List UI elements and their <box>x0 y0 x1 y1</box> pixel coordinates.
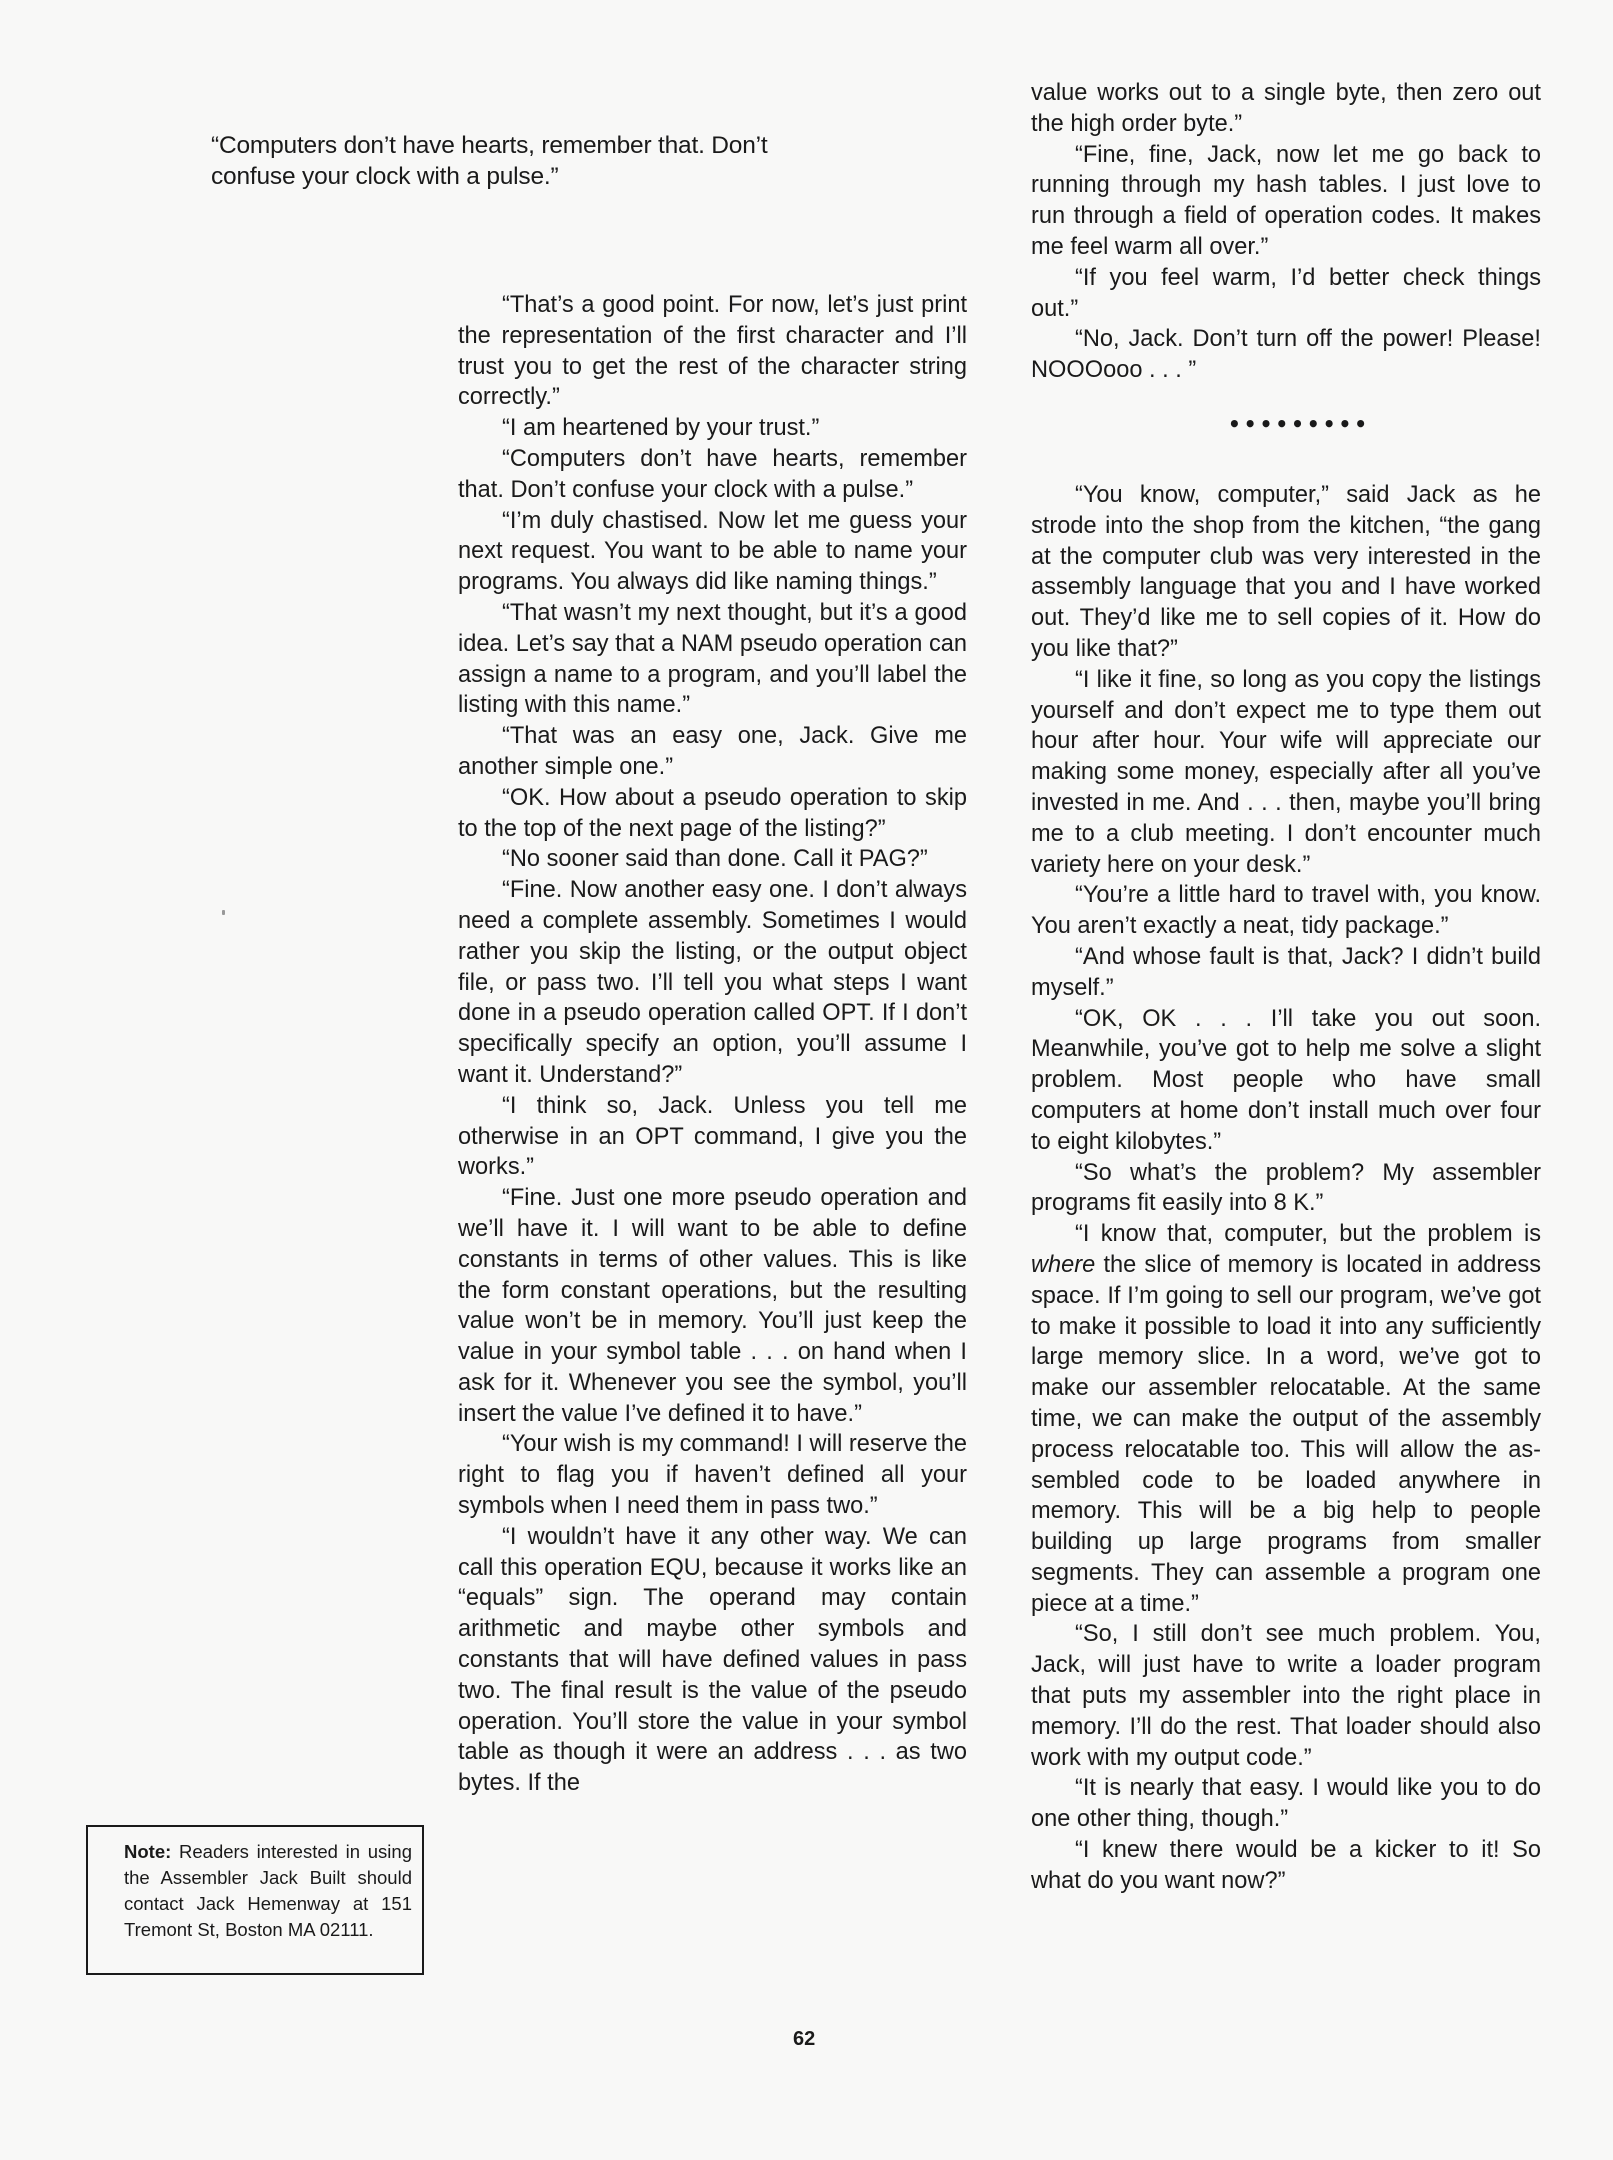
paragraph: “That’s a good point. For now, let’s just print the representation of the first character and I’ll trust you to get the rest of the character string correctly.” <box>458 292 967 411</box>
paragraph: “No, Jack. Don’t turn off the power! Please! NOOOooo . . . ” <box>1031 326 1541 384</box>
paragraph: “Fine, fine, Jack, now let me go back to running through my hash tables. I just love to run through a field of operation codes. It makes me feel warm all over.” <box>1031 141 1541 260</box>
page-number: 62 <box>793 2028 816 2050</box>
paragraph: “I like it fine, so long as you copy the listings yourself and don’t expect me to type them out hour after hour. Your wife will appreciate our making some money, especially after all you’ve invested in me. And . . . then, maybe you’ll bring me to a club meeting. I don’t encounter much variety here on your desk.” <box>1031 666 1541 878</box>
where-paragraph <box>1031 1219 1541 1619</box>
paragraph: “So, I still don’t see much problem. You, Jack, will just have to write a loader program that puts my assembler into the right place in memory. I’ll do the rest. That loader should also work with my output code.” <box>1031 1621 1541 1771</box>
emphasis-where: where <box>1031 1251 1096 1278</box>
note-text: Readers interested in using the Assembler Jack Built should contact Jack Hemenway at 151 Tremont St, Boston MA 02111. <box>124 1841 412 1940</box>
paragraph: “I think so, Jack. Unless you tell me otherwise in an OPT command, I give you the works.” <box>458 1092 967 1181</box>
paragraph: “I am heartened by your trust.” <box>502 415 820 442</box>
continuation-paragraph: value works out to a single byte, then zero out the high order byte.” <box>1031 80 1541 137</box>
text-run: “I know that, computer, but the problem is <box>1075 1221 1541 1248</box>
paragraph: “If you feel warm, I’d better check things out.” <box>1031 264 1541 322</box>
paragraph: “I knew there would be a kicker to it! So what do you want now?” <box>1031 1837 1541 1894</box>
right-column-bottom <box>1031 480 1541 1897</box>
paragraph: “Fine. Just one more pseudo operation and we’ll have it. I will want to be able to define constants in terms of other values. This is like the form constant operations, but the resulting value won’t be in memory. You’ll just keep the value in your symbol table . . . on hand when I ask for it. Whenever you see the symbol, you’ll insert the value I’ve defined it to have.” <box>458 1185 967 1427</box>
note-box <box>86 1825 424 1975</box>
paragraph: “It is nearly that easy. I would like you to do one other thing, though.” <box>1031 1775 1541 1833</box>
right-column-top <box>1031 78 1541 386</box>
section-break-dots: ••••••••• <box>1228 412 1371 436</box>
paragraph: “That was an easy one, Jack. Give me another simple one.” <box>458 723 967 780</box>
middle-column <box>458 290 967 1799</box>
paragraph: “Computers don’t have hearts, remember that. Don’t confuse your clock with a pulse.” <box>458 445 967 503</box>
paragraph: “That wasn’t my next thought, but it’s a good idea. Let’s say that a NAM pseudo operation can assign a name to a program, and you’ll label the listing with this name.” <box>458 599 967 719</box>
paragraph: “OK. How about a pseudo operation to skip to the top of the next page of the listing?” <box>458 784 967 842</box>
note-label: Note: <box>124 1841 172 1862</box>
paragraph: “You’re a little hard to travel with, you know. You aren’t exactly a neat, tidy package.” <box>1031 882 1541 940</box>
paragraph: “Fine. Now another easy one. I don’t always need a complete assembly. Sometimes I would rather you skip the listing, or the output object file, or pass two. I’ll tell you what steps I want done in a pseudo operation called OPT. If I don’t specifically specify an option, you’ll assume I want it. Understand?” <box>458 877 967 1088</box>
paragraph: “I’m duly chastised. Now let me guess your next request. You want to be able to name your programs. You always did like naming things.” <box>458 507 967 596</box>
paragraph: “You know, computer,” said Jack as he strode into the shop from the kitchen, “the gang at the computer club was very interested in the assembly language that you and I have worked out. They’d like me to sell copies of it. How do you like that?” <box>1031 482 1541 662</box>
text-run: the slice of memory is located in address space. If I’m going to sell our program, we’ve got to make it possible to load it into any sufficiently large memory slice. In a word, we’ve got to make our assembler relocatable. At the same time, we can make the output of the assembly process relocatable too. This will allow the assembled code to be loaded anywhere in memory. This will be a big help to people building up large programs from smaller segments. They can assemble a program one piece at a time.” <box>1031 1251 1541 1617</box>
paragraph: “OK, OK . . . I’ll take you out soon. Meanwhile, you’ve got to help me solve a slight problem. Most people who have small computers at home don’t install much over four to eight kilobytes.” <box>1031 1005 1541 1155</box>
paragraph: “I wouldn’t have it any other way. We can call this operation EQU, because it works like an “equals” sign. The operand may contain arithmetic and maybe other symbols and constants that will have defined values in pass two. The final result is the value of the pseudo operation. You’ll store the value in your symbol table as though it were an address . . . as two bytes. If the <box>458 1523 967 1797</box>
paragraph: “Your wish is my command! I will reserve the right to flag you if haven’t defined all your symbols when I need them in pass two.” <box>458 1431 967 1520</box>
paragraph: “No sooner said than done. Call it PAG?” <box>502 846 928 873</box>
paragraph: “And whose fault is that, Jack? I didn’t build myself.” <box>1031 943 1541 1001</box>
scan-speck <box>222 910 225 915</box>
pull-quote: “Computers don’t have hearts, remember that. Don’t confuse your clock with a pulse.” <box>211 132 768 190</box>
paragraph: “So what’s the problem? My assembler programs fit easily into 8 K.” <box>1031 1159 1541 1217</box>
